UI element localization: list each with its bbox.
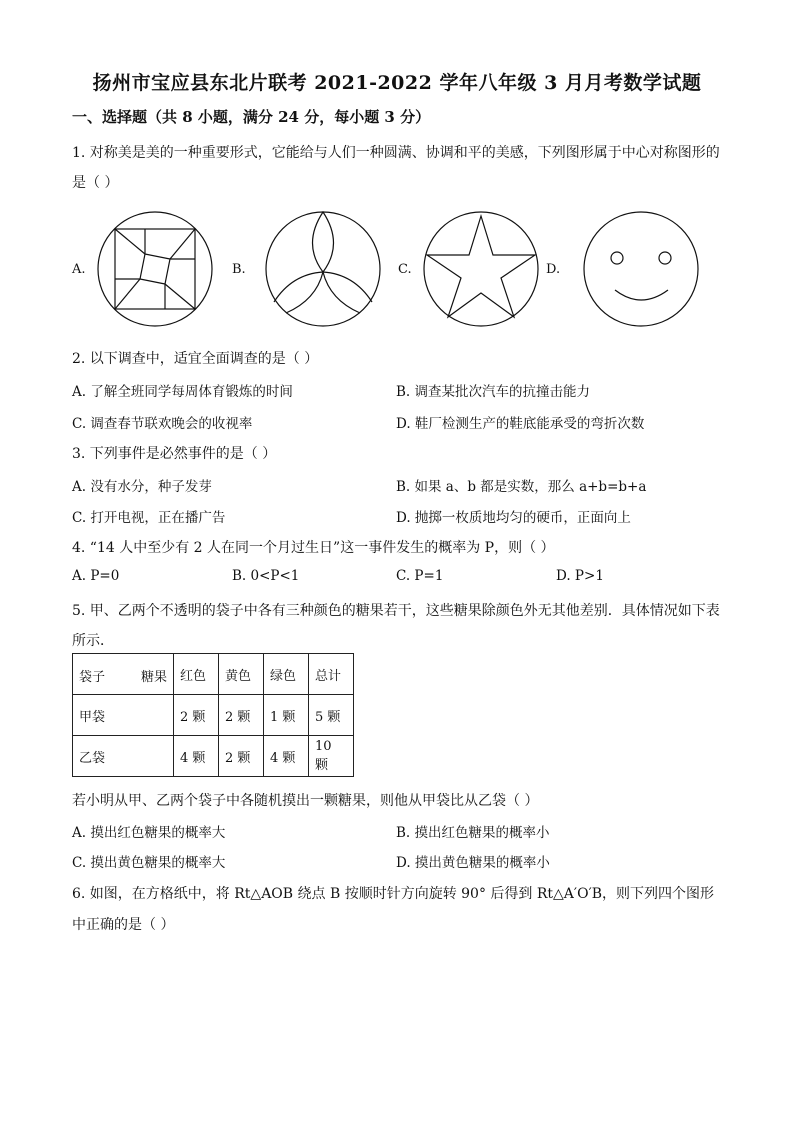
q2-option-c: C. 调查春节联欢晚会的收视率: [72, 416, 253, 432]
q2-option-b: B. 调查某批次汽车的抗撞击能力: [396, 384, 591, 400]
table-header-row: [73, 654, 354, 695]
q5-stem-line1: 5. 甲、乙两个不透明的袋子中各有三种颜色的糖果若干，这些糖果除颜色外无其他差别．具体情况如下表: [72, 603, 720, 619]
q1-option-c-label: C.: [398, 262, 412, 277]
col-header-total: 总计: [309, 654, 354, 695]
page-title: 扬州市宝应县东北片联考 2021-2022 学年八年级 3 月月考数学试题: [92, 72, 702, 94]
table-cell: 2 颗: [219, 736, 264, 777]
table-corner-cell: [73, 654, 174, 695]
q4-stem: 4. “14 人中至少有 2 人在同一个月过生日”这一事件发生的概率为 P，则（ ）: [72, 540, 555, 556]
table-cell: 4 颗: [174, 736, 219, 777]
table-cell: 5 颗: [309, 695, 354, 736]
q2-stem: 2. 以下调查中，适宜全面调查的是（ ）: [72, 351, 319, 367]
table-row: [73, 736, 354, 777]
q3-option-b: B. 如果 a、b 都是实数，那么 a+b=b+a: [396, 479, 647, 495]
table-row: [73, 695, 354, 736]
q4-option-c: C. P=1: [396, 568, 444, 584]
q6-stem-line2: 中正确的是（ ）: [72, 917, 175, 933]
row-label-bag-jia: 甲袋: [73, 695, 174, 736]
col-header-yellow: 黄色: [219, 654, 264, 695]
q5-followup: 若小明从甲、乙两个袋子中各随机摸出一颗糖果，则他从甲袋比从乙袋（ ）: [72, 793, 539, 809]
q3-stem: 3. 下列事件是必然事件的是（ ）: [72, 446, 277, 462]
q4-option-a: A. P=0: [72, 568, 120, 584]
header-bag-label: 袋子: [79, 670, 106, 685]
table-cell: 10 颗: [309, 736, 354, 777]
q2-option-a: A. 了解全班同学每周体育锻炼的时间: [72, 384, 293, 400]
table-cell: 4 颗: [264, 736, 309, 777]
q1-option-a-label: A.: [72, 262, 86, 277]
q3-option-c: C. 打开电视，正在播广告: [72, 510, 226, 526]
figure-b-three-petal-circle: [264, 210, 382, 328]
q2-option-d: D. 鞋厂检测生产的鞋底能承受的弯折次数: [396, 416, 645, 432]
q4-option-d: D. P>1: [556, 568, 604, 584]
figure-c-star-in-circle: [422, 210, 540, 328]
q5-option-c: C. 摸出黄色糖果的概率大: [72, 855, 226, 871]
q1-option-b-label: B.: [232, 262, 246, 277]
header-candy-label: 糖果: [140, 670, 167, 685]
q1-option-d-label: D.: [546, 262, 561, 277]
col-header-red: 红色: [174, 654, 219, 695]
candy-table: [72, 653, 354, 777]
section-heading: 一、选择题（共 8 小题，满分 24 分，每小题 3 分）: [72, 108, 431, 126]
q3-option-a: A. 没有水分，种子发芽: [72, 479, 212, 495]
col-header-green: 绿色: [264, 654, 309, 695]
q1-stem-line2: 是（ ）: [72, 175, 119, 191]
figure-d-smiley-face: [582, 210, 700, 328]
table-cell: 1 颗: [264, 695, 309, 736]
q5-option-b: B. 摸出红色糖果的概率小: [396, 825, 550, 841]
q5-option-d: D. 摸出黄色糖果的概率小: [396, 855, 550, 871]
q3-option-d: D. 抛掷一枚质地均匀的硬币，正面向上: [396, 510, 631, 526]
q1-stem-line1: 1. 对称美是美的一种重要形式，它能给与人们一种圆满、协调和平的美感，下列图形属于中心对称图形的: [72, 145, 720, 161]
table-cell: 2 颗: [219, 695, 264, 736]
row-label-bag-yi: 乙袋: [73, 736, 174, 777]
table-cell: 2 颗: [174, 695, 219, 736]
q5-stem-line2: 所示．: [72, 633, 114, 649]
figure-a-circle-square-pinwheel: [96, 210, 214, 328]
q5-option-a: A. 摸出红色糖果的概率大: [72, 825, 226, 841]
q6-stem-line1: 6. 如图，在方格纸中，将 Rt△AOB 绕点 B 按顺时针方向旋转 90° 后得到 Rt△A′O′B，则下列四个图形: [72, 886, 715, 902]
q4-option-b: B. 0<P<1: [232, 568, 300, 584]
